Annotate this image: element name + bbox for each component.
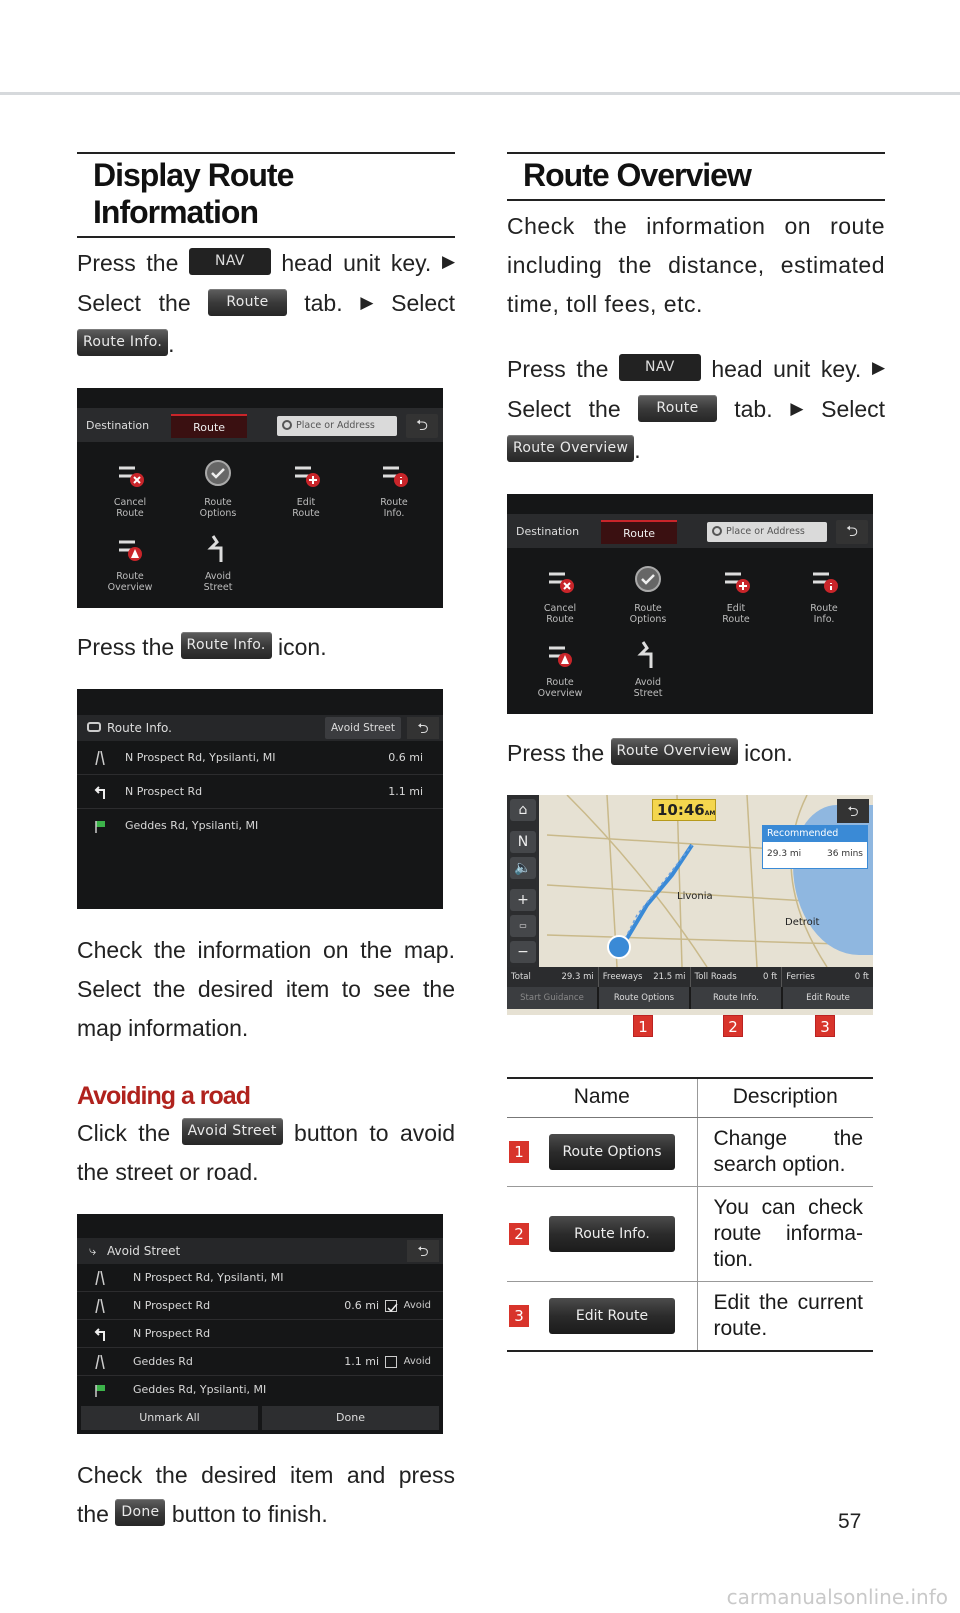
search-icon <box>712 526 722 536</box>
list-item[interactable]: N Prospect Rd 0.6 mi Avoid <box>77 1292 443 1320</box>
route-stats-bar: Total 29.3 mi Freeways 21.5 mi Toll Roads 0 ft Ferries 0 ft <box>507 967 873 987</box>
arrow-right-icon: ▶ <box>360 292 374 312</box>
route-info-key: Route Info. <box>181 632 272 659</box>
city-label: Detroit <box>785 916 820 928</box>
back-button[interactable]: ⮌ <box>406 414 438 438</box>
done-button[interactable]: Done <box>262 1406 439 1430</box>
search-box[interactable]: Place or Address <box>277 416 397 436</box>
table-row: 2 Route Info. You can check route informa-tion. <box>507 1186 873 1281</box>
list-item[interactable]: N Prospect Rd, Ypsilanti, MI 0.6 mi <box>77 741 443 775</box>
list-item[interactable]: Geddes Rd, Ypsilanti, MI <box>77 1376 443 1404</box>
arrow-right-icon: ▶ <box>790 398 804 418</box>
avoid-street-button[interactable]: Avoid Street <box>325 717 401 739</box>
tab-destination[interactable]: Destination <box>516 524 580 538</box>
avoid-checkbox[interactable] <box>385 1300 397 1312</box>
callout-1: 1 <box>633 1015 653 1037</box>
north-up-icon[interactable]: N <box>510 831 536 853</box>
nav-key: NAV <box>619 354 701 381</box>
back-button[interactable]: ⮌ <box>836 520 868 544</box>
route-options-item[interactable]: Route Options <box>175 458 261 519</box>
route-info-item[interactable]: Route Info. <box>351 458 437 519</box>
map-sidebar <box>507 795 539 967</box>
right-column <box>507 152 885 1352</box>
callout-2: 2 <box>723 1015 743 1037</box>
top-rule <box>0 92 960 95</box>
back-button[interactable]: ⮌ <box>407 1240 439 1262</box>
edit-route-item[interactable]: Edit Route <box>693 564 779 625</box>
description-table <box>507 1077 873 1352</box>
turn-left-icon <box>93 1327 107 1341</box>
route-info-button[interactable]: Route Info. <box>691 987 781 1009</box>
tab-destination[interactable]: Destination <box>86 418 150 432</box>
avoid-checkbox[interactable] <box>385 1356 397 1368</box>
route-info-icon <box>807 564 841 598</box>
route-info-screen: Route Info. Avoid Street ⮌ N Prospect Rd, Ypsilanti, MI 0.6 mi N Prospect Rd 1.1 mi Geddes Rd, Ypsilanti, MI <box>77 689 443 909</box>
search-icon <box>282 420 292 430</box>
avoid-street-item[interactable]: Avoid Street <box>605 638 691 699</box>
recommended-route-card[interactable]: Recommended 29.3 mi 36 mins <box>762 825 868 869</box>
route-options-item[interactable]: Route Options <box>605 564 691 625</box>
back-button[interactable]: ⮌ <box>407 717 439 739</box>
finish-text: Check the desired item and press the Done button to finish. <box>77 1461 455 1527</box>
zoom-in-icon[interactable]: + <box>510 889 536 911</box>
route-overview-item[interactable]: Route Overview <box>517 638 603 699</box>
route-overview-item[interactable]: Route Overview <box>87 532 173 593</box>
intro-text: Check the information on route including the distance, estimated time, toll fees, etc. <box>507 213 885 317</box>
page-number: 57 <box>838 1510 862 1533</box>
route-options-icon <box>631 564 665 598</box>
list-item[interactable]: N Prospect Rd <box>77 1320 443 1348</box>
route-overview-icon <box>543 638 577 672</box>
arrow-right-icon: ▶ <box>441 252 456 272</box>
col-description: Description <box>697 1078 873 1118</box>
step1-text: Press the NAV head unit key. ▶ Select the Route tab. ▶ Select Route Info. . <box>77 244 455 364</box>
avoid-heading: Avoiding a road <box>77 1081 250 1110</box>
callout-3: 3 <box>815 1015 835 1037</box>
avoid-street-icon <box>201 532 235 566</box>
edit-route-icon <box>289 458 323 492</box>
watermark: carmanualsonline.info <box>726 1585 948 1609</box>
route-info-item[interactable]: Route Info. <box>781 564 867 625</box>
route-tab-key: Route <box>638 395 716 422</box>
route-options-icon <box>201 458 235 492</box>
list-item[interactable]: N Prospect Rd 1.1 mi <box>77 775 443 809</box>
edit-route-key: Edit Route <box>549 1298 675 1334</box>
volume-icon[interactable]: 🔈 <box>510 857 536 879</box>
callout-markers <box>507 1015 885 1045</box>
scale-icon: ▭ <box>510 915 536 937</box>
nav-key: NAV <box>189 248 271 275</box>
road-icon <box>93 1355 107 1369</box>
route-overview-key: Route Overview <box>611 738 738 765</box>
edit-route-item[interactable]: Edit Route <box>263 458 349 519</box>
current-position-icon <box>607 935 631 959</box>
road-icon <box>93 751 107 765</box>
city-label: Livonia <box>677 890 713 902</box>
avoid-text: Click the Avoid Street button to avoid the street or road. <box>77 1119 455 1185</box>
check-map-text: Check the information on the map. Select the desired item to see the map information. <box>77 936 455 1041</box>
col-name: Name <box>507 1078 697 1118</box>
table-row: 1 Route Options Change the search option. <box>507 1117 873 1186</box>
destination-flag-icon <box>93 1383 107 1397</box>
cancel-route-icon <box>543 564 577 598</box>
cancel-route-item[interactable]: Cancel Route <box>87 458 173 519</box>
route-overview-icon <box>113 532 147 566</box>
avoid-street-icon: ⤷ <box>89 1242 97 1258</box>
avoid-street-key: Avoid Street <box>182 1118 283 1145</box>
route-overview-map <box>507 795 873 1015</box>
left-column <box>77 152 455 1534</box>
step2-text: Press the Route Overview icon. <box>507 739 793 766</box>
avoid-street-item[interactable]: Avoid Street <box>175 532 261 593</box>
route-menu-screen <box>507 494 873 714</box>
zoom-out-icon[interactable]: − <box>510 941 536 963</box>
cancel-route-icon <box>113 458 147 492</box>
step1-text: Press the NAV head unit key. ▶ Select the Route tab. ▶ Select Route Overview . <box>507 350 885 470</box>
tab-route[interactable]: Route <box>601 520 677 544</box>
section-title-route-overview: Route Overview <box>507 152 885 201</box>
map-action-bar <box>507 987 873 1009</box>
list-item[interactable]: Geddes Rd 1.1 mi Avoid <box>77 1348 443 1376</box>
edit-route-icon <box>719 564 753 598</box>
route-menu-screen <box>77 388 443 608</box>
back-button[interactable]: ⮌ <box>837 799 869 823</box>
route-info-key: Route Info. <box>549 1216 675 1252</box>
start-guidance-button[interactable]: Start Guidance <box>507 987 597 1009</box>
unmark-all-button[interactable]: Unmark All <box>81 1406 258 1430</box>
avoid-street-icon <box>631 638 665 672</box>
destination-flag-icon <box>93 819 107 833</box>
route-info-key: Route Info. <box>77 329 168 356</box>
arrow-right-icon: ▶ <box>871 358 886 378</box>
turn-left-icon <box>93 785 107 799</box>
clock: 10:46AM <box>652 799 716 821</box>
route-options-button[interactable]: Route Options <box>599 987 689 1009</box>
cancel-route-item[interactable]: Cancel Route <box>517 564 603 625</box>
route-tab-key: Route <box>208 289 286 316</box>
home-icon[interactable]: ⌂ <box>510 799 536 821</box>
road-icon <box>93 1271 107 1285</box>
step2-text: Press the Route Info. icon. <box>77 633 327 660</box>
avoid-street-screen: Avoid Street ⤷ ⮌ N Prospect Rd, Ypsilanti, MI N Prospect Rd 0.6 mi Avoid N Prospect Rd Geddes Rd 1.1 mi Avoid Geddes Rd, Ypsilanti, MI Unmark All Done <box>77 1214 443 1434</box>
road-icon <box>93 1299 107 1313</box>
route-options-key: Route Options <box>549 1134 675 1170</box>
edit-route-button[interactable]: Edit Route <box>783 987 873 1009</box>
route-info-icon <box>377 458 411 492</box>
search-box[interactable]: Place or Address <box>707 522 827 542</box>
route-info-icon <box>87 722 101 732</box>
list-item[interactable]: Geddes Rd, Ypsilanti, MI <box>77 809 443 843</box>
route-overview-key: Route Overview <box>507 435 634 462</box>
section-title-display-route-info: Display Route Information <box>77 152 455 238</box>
table-row: 3 Edit Route Edit the current route. <box>507 1281 873 1351</box>
list-item[interactable]: N Prospect Rd, Ypsilanti, MI <box>77 1264 443 1292</box>
done-key: Done <box>115 1499 165 1526</box>
tab-route[interactable]: Route <box>171 414 247 438</box>
